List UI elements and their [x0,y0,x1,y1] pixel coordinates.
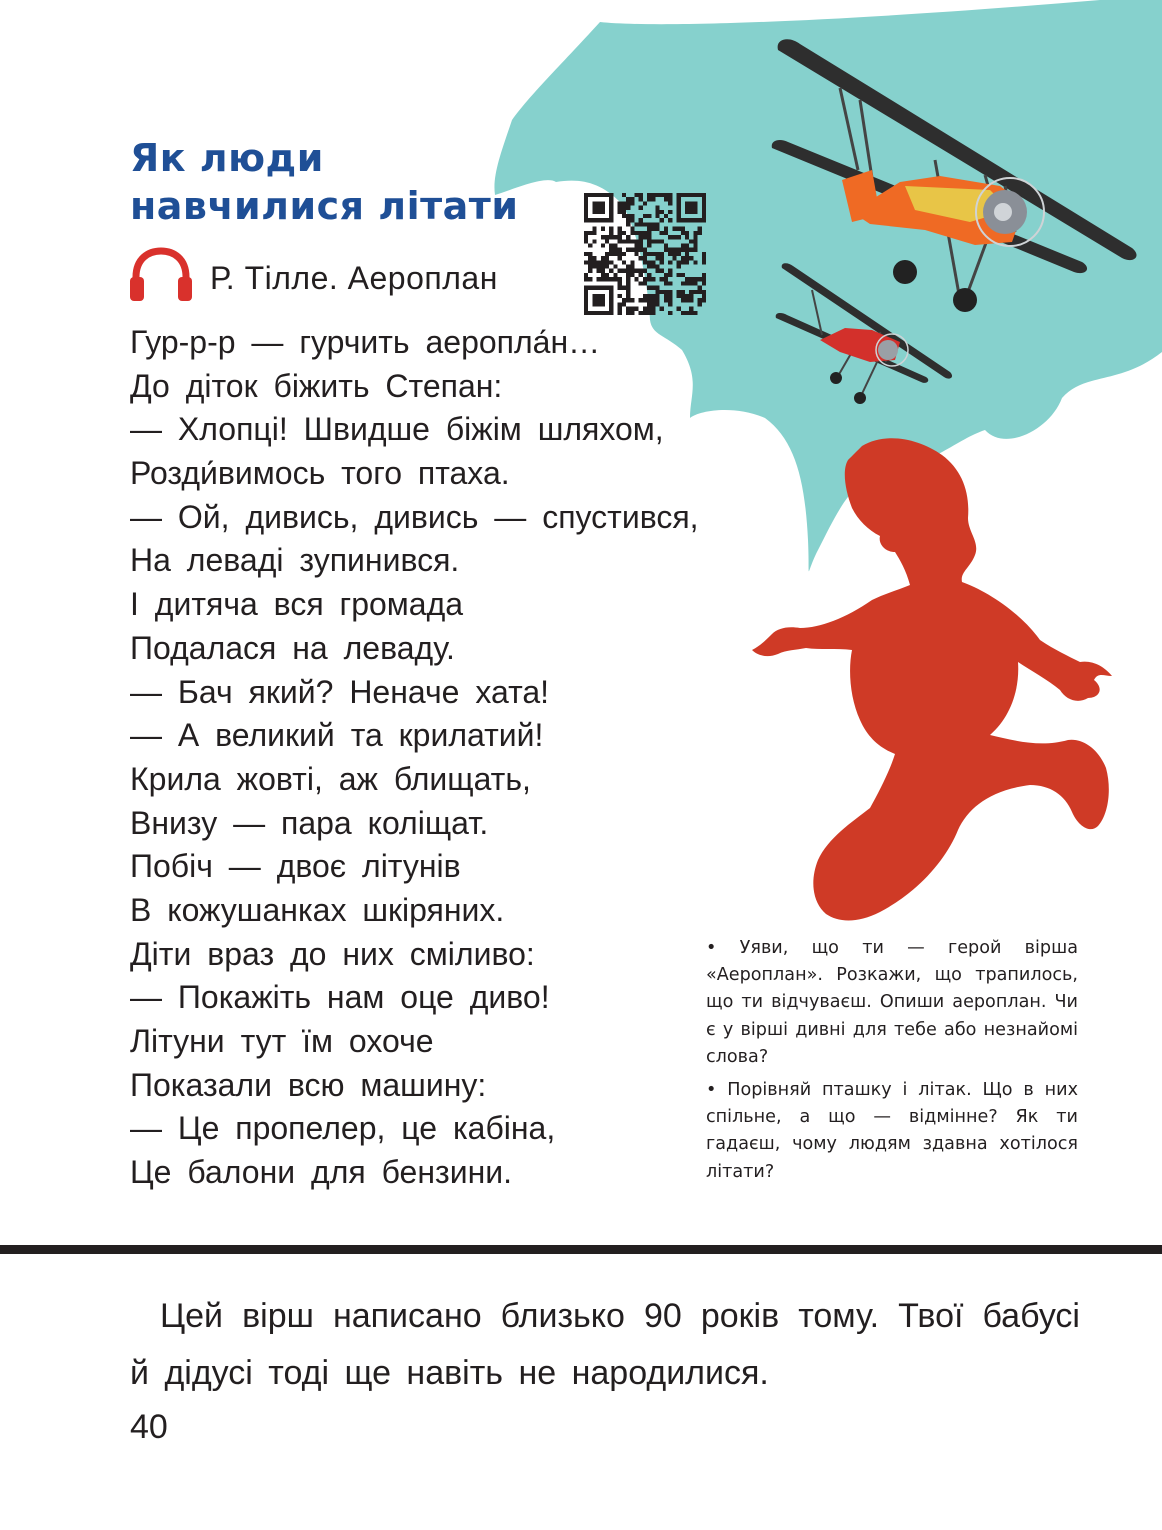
poem-line: Це балони для бензини. [130,1154,512,1191]
questions-list [706,935,1078,1192]
poem-line: До діток біжить Степан: [130,367,503,404]
lesson-title-line-1: Як люди [130,136,324,180]
headphones-icon[interactable] [128,247,194,303]
poem-line: — Ой, дивись, дивись — спустився, [130,498,699,535]
historical-note: Цей вірш написано близько 90 років тому. Твої бабусі й дідусі тоді ще навіть не народилися. [130,1297,1080,1392]
poem-line: — Хлопці! Швидше біжім шляхом, [130,411,664,448]
poem-line: В кожушанках шкіряних. [130,891,505,928]
poem-line: На леваді зупинився. [130,542,460,579]
poem-line: — Це пропелер, це кабіна, [130,1110,556,1147]
poem-line: Крила жовті, аж блищать, [130,760,531,797]
section-divider [0,1245,1162,1254]
poem-line: — А великий та крилатий! [130,717,544,754]
question-item: • Порівняй пташку і літак. Що в них спільне, а що — відмінне? Як ти гадаєш, чому людям здавна хотілося літати? [706,1080,1078,1182]
poem-line: Діти враз до них сміливо: [130,935,535,972]
poem-line: І дитяча вся громада [130,586,464,623]
poem-line: Показали всю машину: [130,1066,487,1103]
lesson-title [130,134,518,230]
poem-line: — Покажіть нам оце диво! [130,979,550,1016]
poem-line: Подалася на леваду. [130,629,455,666]
poem-line: Побіч — двоє літунів [130,848,461,885]
poem-line: Гур-р-р — гурчить аеропла́н… [130,324,601,360]
poem-author-title: Р. Тілле. Аероплан [210,260,498,296]
poem-line: Літуни тут їм охоче [130,1023,434,1059]
lesson-title-line-2: навчилися літати [130,184,519,228]
poem-line: Розди́вимось того птаха. [130,455,510,492]
page-number: 40 [130,1408,168,1446]
poem-line: Внизу — пара коліщат. [130,804,489,841]
poem-text [130,321,699,1195]
question-item: • Уяви, що ти — герой вірша «Аероплан». Розкажи, що трапилось, що ти відчуваєш. Опиши аероплан. Чи є у вірші дивні для тебе або незнайомі слова? [706,938,1078,1067]
qr-code-icon[interactable] [584,193,706,315]
poem-line: — Бач який? Неначе хата! [130,673,550,710]
